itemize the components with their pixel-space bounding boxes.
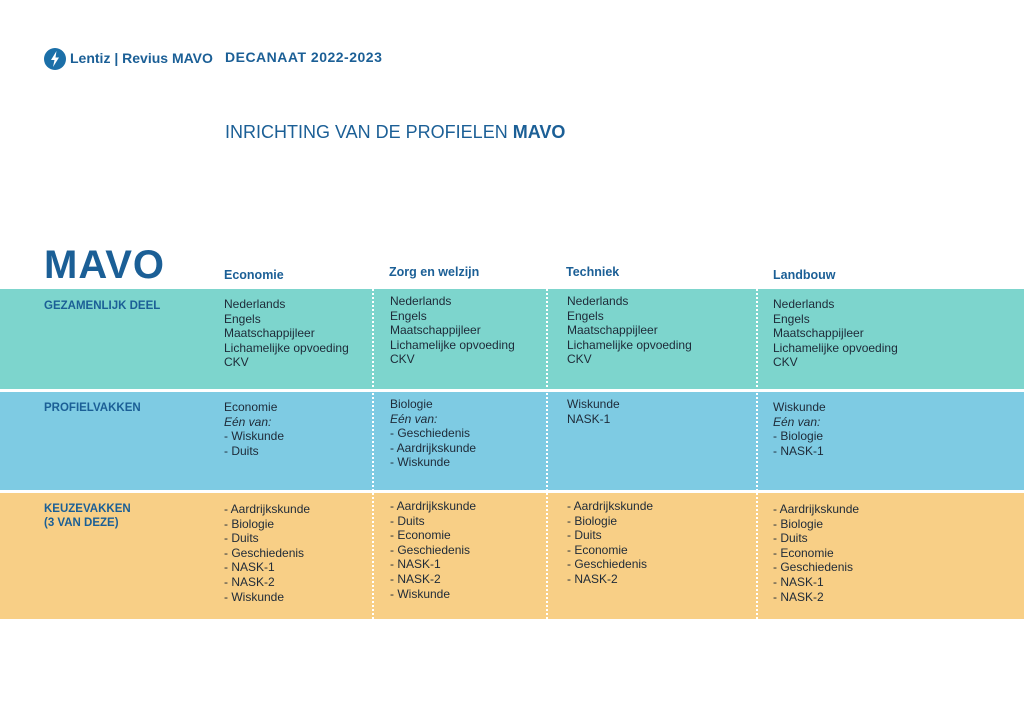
subject: - Duits [390, 513, 425, 528]
subject: Nederlands [390, 294, 452, 308]
band-profielvakken [0, 392, 1024, 490]
subject: - Economie [567, 542, 628, 557]
row-label-gezamenlijk-deel: GEZAMENLIJK DEEL [44, 300, 161, 312]
subject: - Aardrijkskunde [773, 502, 860, 516]
cell-keuze-economie [224, 502, 310, 604]
subject: Nederlands [224, 297, 286, 311]
subject: - Wiskunde [390, 455, 451, 470]
subject: - Geschiedenis [390, 542, 471, 557]
subject: - Aardrijkskunde [567, 499, 654, 513]
subject: Maatschappijleer [390, 323, 481, 338]
subject: - NASK-2 [390, 571, 441, 586]
subject: Nederlands [567, 294, 629, 308]
subject: - NASK-2 [567, 571, 618, 586]
subject: Economie [224, 400, 278, 414]
column-header-economie: Economie [224, 268, 284, 282]
lightning-bolt-icon [44, 48, 66, 70]
subject: - Biologie [567, 513, 618, 528]
choice-label: Eén van: [773, 414, 821, 429]
subject: - NASK-1 [773, 443, 824, 458]
subject: Lichamelijke opvoeding [773, 340, 898, 355]
subject: Lichamelijke opvoeding [224, 340, 349, 355]
subject: Maatschappijleer [567, 323, 658, 338]
column-divider [546, 289, 548, 619]
subject: - NASK-2 [224, 574, 275, 589]
subject: Engels [773, 311, 810, 326]
subject: - Biologie [773, 429, 824, 444]
row-label-profielvakken: PROFIELVAKKEN [44, 402, 141, 414]
cell-gezamenlijk-economie [224, 297, 349, 370]
subject: Lichamelijke opvoeding [567, 337, 692, 352]
big-title: MAVO [44, 243, 166, 287]
cell-gezamenlijk-landbouw [773, 297, 898, 370]
subject: Biologie [390, 397, 433, 411]
subject: CKV [567, 352, 592, 367]
subject: - Duits [224, 443, 259, 458]
page-title [225, 122, 565, 143]
row-label-keuzevakken [44, 502, 131, 530]
subject: - NASK-1 [224, 560, 275, 575]
subject: - Geschiedenis [773, 560, 854, 575]
subject: CKV [224, 355, 249, 370]
subject: - Aardrijkskunde [390, 440, 477, 455]
column-header-techniek: Techniek [566, 265, 620, 279]
subject: - Geschiedenis [224, 545, 305, 560]
subject: - Biologie [224, 516, 275, 531]
cell-profiel-economie [224, 400, 284, 458]
band-keuzevakken [0, 493, 1024, 619]
subject: - Wiskunde [224, 429, 285, 444]
subject: - Duits [773, 531, 808, 546]
logo-text: Lentiz | Revius MAVO [70, 50, 213, 66]
cell-profiel-techniek [567, 397, 620, 426]
subject: - Geschiedenis [567, 557, 648, 572]
page-title-bold: MAVO [512, 122, 566, 142]
subject: Wiskunde [567, 397, 620, 411]
subject: - Biologie [773, 516, 824, 531]
subject: - Economie [773, 545, 834, 560]
subject: - Geschiedenis [390, 426, 471, 441]
subject: - NASK-1 [390, 557, 441, 572]
subject: - Wiskunde [224, 589, 285, 604]
cell-gezamenlijk-zorg [390, 294, 515, 367]
row-label-keuzevakken-line2: (3 VAN DEZE) [44, 517, 119, 529]
cell-keuze-techniek [567, 499, 653, 587]
subject: Engels [390, 308, 427, 323]
subject: - Wiskunde [390, 586, 451, 601]
subject: Engels [567, 308, 604, 323]
subject: - NASK-1 [773, 574, 824, 589]
subject: CKV [390, 352, 415, 367]
subject: Lichamelijke opvoeding [390, 337, 515, 352]
subject: Maatschappijleer [224, 326, 315, 341]
page-title-prefix: INRICHTING VAN DE PROFIELEN [225, 122, 513, 142]
cell-profiel-zorg [390, 397, 476, 470]
column-divider [756, 289, 758, 619]
subject: Nederlands [773, 297, 835, 311]
subject: - Aardrijkskunde [390, 499, 477, 513]
subject: - Economie [390, 528, 451, 543]
column-header-landbouw: Landbouw [773, 268, 836, 282]
row-label-keuzevakken-line1: KEUZEVAKKEN [44, 503, 131, 515]
subject: Wiskunde [773, 400, 826, 414]
lentiz-logo-icon [44, 48, 66, 70]
subject: - Aardrijkskunde [224, 502, 311, 516]
subject: - Duits [567, 528, 602, 543]
subject: Maatschappijleer [773, 326, 864, 341]
choice-label: Eén van: [224, 414, 272, 429]
header-title: DECANAAT 2022-2023 [225, 49, 383, 65]
cell-keuze-zorg [390, 499, 476, 601]
subject: CKV [773, 355, 798, 370]
subject: Engels [224, 311, 261, 326]
cell-keuze-landbouw [773, 502, 859, 604]
column-header-zorg-en-welzijn: Zorg en welzijn [389, 265, 480, 279]
column-divider [372, 289, 374, 619]
cell-profiel-landbouw [773, 400, 826, 458]
cell-gezamenlijk-techniek [567, 294, 692, 367]
subject: NASK-1 [567, 411, 611, 426]
subject: - NASK-2 [773, 589, 824, 604]
subject: - Duits [224, 531, 259, 546]
choice-label: Eén van: [390, 411, 438, 426]
